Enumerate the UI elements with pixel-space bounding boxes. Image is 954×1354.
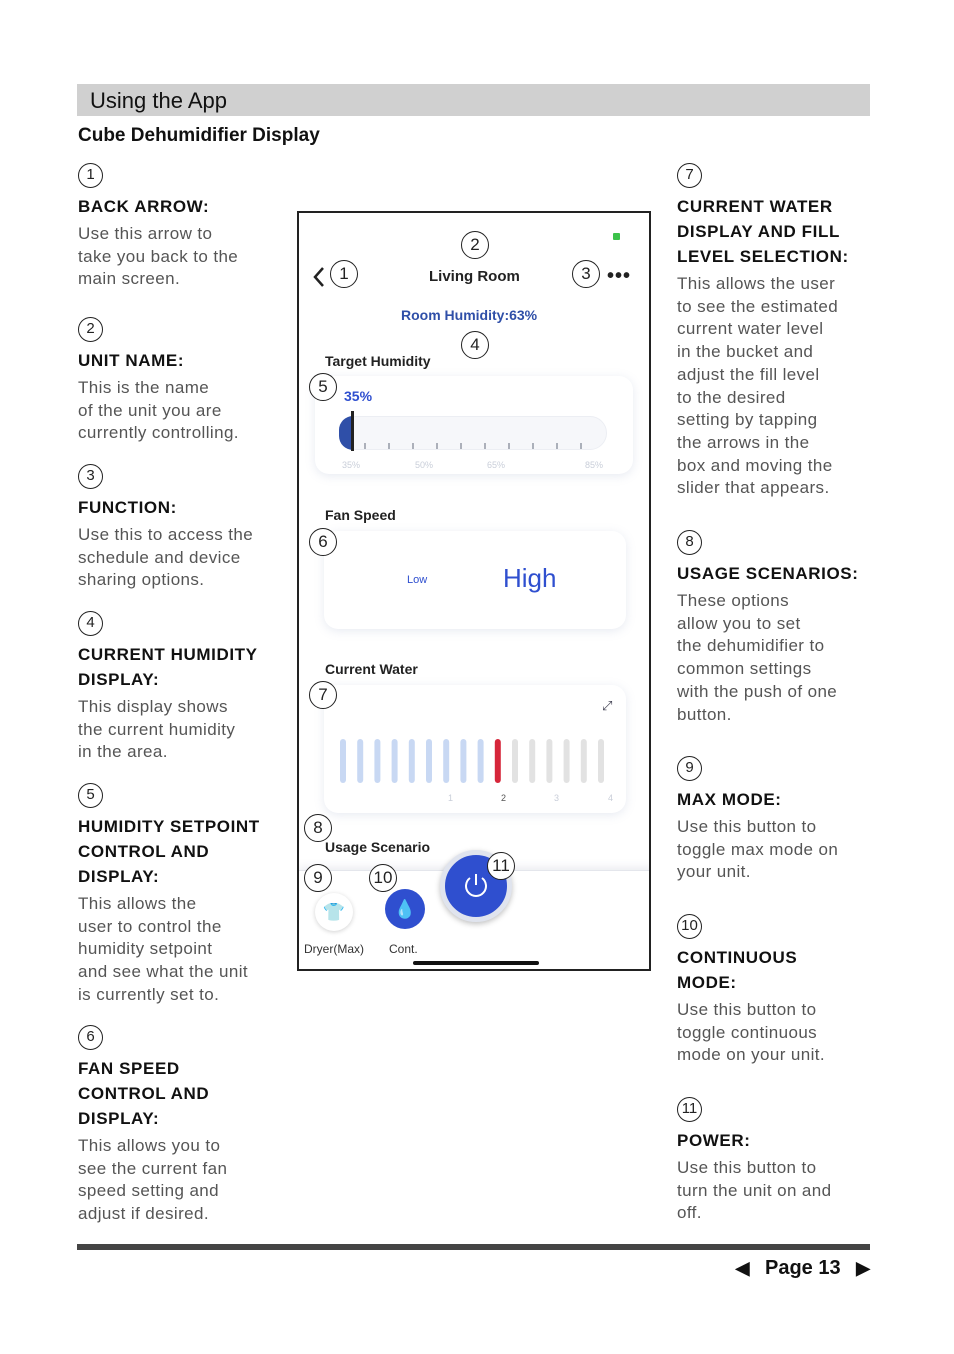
callout-3: 3 bbox=[572, 260, 600, 288]
water-level-bar[interactable] bbox=[426, 739, 432, 783]
legend-description-line: take you back to the bbox=[78, 246, 239, 266]
legend-description-line: adjust the fill level bbox=[677, 364, 820, 384]
callout-2: 2 bbox=[461, 231, 489, 259]
legend-number: 5 bbox=[78, 783, 103, 808]
callout-1: 1 bbox=[330, 260, 358, 288]
legend-description-line: the dehumidifier to bbox=[677, 636, 825, 656]
callout-9: 9 bbox=[304, 864, 332, 892]
water-drop-icon: 💧 bbox=[393, 899, 417, 919]
scale-label-85: 85% bbox=[585, 460, 604, 470]
room-humidity-display: Room Humidity:63% bbox=[401, 307, 538, 323]
page-navigation bbox=[736, 1257, 870, 1280]
unit-name: Living Room bbox=[429, 268, 520, 285]
more-options-icon[interactable]: ••• bbox=[607, 265, 632, 287]
legend-number: 3 bbox=[78, 464, 103, 489]
legend-title-line: FAN SPEED bbox=[78, 1059, 180, 1078]
legend-title-line: CURRENT HUMIDITY bbox=[78, 645, 258, 664]
legend-description-line: toggle continuous bbox=[677, 1022, 818, 1042]
legend-title-line: LEVEL SELECTION: bbox=[677, 247, 849, 266]
legend-title bbox=[78, 1056, 278, 1131]
battery-icon bbox=[613, 233, 620, 240]
legend-item-7 bbox=[677, 163, 877, 500]
callout-8: 8 bbox=[304, 814, 332, 842]
section-header-bar bbox=[77, 84, 870, 116]
legend-title-line: CURRENT WATER bbox=[677, 197, 833, 216]
legend-description-line: currently controlling. bbox=[78, 423, 239, 443]
scale-label-35: 35% bbox=[342, 460, 361, 470]
legend-description bbox=[78, 1135, 278, 1226]
legend-description-line: Use this button to bbox=[677, 1158, 817, 1177]
legend-description-line: your unit. bbox=[677, 862, 751, 882]
triangle-left-icon[interactable]: ◀ bbox=[735, 1258, 750, 1278]
legend-description-line: This allows the bbox=[78, 894, 197, 913]
legend-item-11 bbox=[677, 1097, 877, 1225]
water-level-bar[interactable] bbox=[374, 739, 380, 783]
water-level-bar[interactable] bbox=[512, 739, 518, 783]
legend-title-line: MAX MODE: bbox=[677, 790, 782, 809]
water-level-3: 3 bbox=[554, 793, 560, 803]
legend-description-line: common settings bbox=[677, 659, 812, 679]
callout-6: 6 bbox=[309, 528, 337, 556]
page-subtitle: Cube Dehumidifier Display bbox=[78, 125, 320, 146]
legend-title-line: DISPLAY: bbox=[78, 1109, 160, 1128]
legend-title bbox=[78, 495, 278, 520]
legend-description bbox=[677, 816, 877, 884]
legend-title-line: USAGE SCENARIOS: bbox=[677, 564, 859, 583]
legend-number: 2 bbox=[78, 317, 103, 342]
legend-description-line: the arrows in the bbox=[677, 432, 810, 452]
fan-speed-card bbox=[324, 531, 626, 629]
legend-description-line: humidity setpoint bbox=[78, 939, 213, 959]
water-level-bar[interactable] bbox=[546, 739, 552, 783]
water-level-4: 4 bbox=[608, 793, 614, 803]
legend-description-line: This is the name bbox=[78, 378, 210, 397]
water-level-bar[interactable] bbox=[581, 739, 587, 783]
legend-description bbox=[78, 893, 278, 1007]
legend-description-line: This display shows bbox=[78, 697, 228, 716]
usage-scenario-label: Usage Scenario bbox=[325, 839, 431, 855]
fan-high-option[interactable]: High bbox=[503, 563, 557, 593]
legend-description-line: main screen. bbox=[78, 269, 181, 289]
legend-item-3 bbox=[78, 464, 278, 592]
legend-description-line: These options bbox=[677, 591, 789, 610]
legend-description-line: This allows you to bbox=[78, 1136, 221, 1155]
water-level-bar[interactable] bbox=[460, 739, 466, 783]
legend-description-line: schedule and device bbox=[78, 547, 241, 567]
legend-title-line: BACK ARROW: bbox=[78, 197, 210, 216]
legend-title bbox=[677, 1128, 877, 1153]
legend-description-line: toggle max mode on bbox=[677, 839, 839, 859]
home-indicator bbox=[413, 961, 539, 965]
legend-item-5 bbox=[78, 783, 278, 1007]
legend-number: 10 bbox=[677, 914, 702, 939]
legend-title-line: CONTINUOUS bbox=[677, 948, 798, 967]
legend-description-line: of the unit you are bbox=[78, 400, 222, 420]
dryer-max-label: Dryer(Max) bbox=[304, 942, 364, 956]
water-level-bar-selected[interactable] bbox=[495, 739, 501, 783]
legend-item-10 bbox=[677, 914, 877, 1067]
callout-10: 10 bbox=[369, 864, 397, 892]
legend-number: 9 bbox=[677, 756, 702, 781]
legend-description-line: Use this to access the bbox=[78, 525, 254, 544]
legend-description bbox=[677, 999, 877, 1067]
legend-title-line: POWER: bbox=[677, 1131, 751, 1150]
legend-title bbox=[677, 561, 877, 586]
legend-title bbox=[677, 787, 877, 812]
legend-number: 11 bbox=[677, 1097, 702, 1122]
legend-description-line: turn the unit on and bbox=[677, 1180, 832, 1200]
legend-title bbox=[677, 945, 877, 995]
water-level-bar[interactable] bbox=[409, 739, 415, 783]
back-arrow-icon[interactable] bbox=[311, 265, 327, 289]
legend-description-line: mode on your unit. bbox=[677, 1045, 826, 1065]
legend-description bbox=[677, 1157, 877, 1225]
legend-description-line: is currently set to. bbox=[78, 984, 220, 1004]
fan-low-option[interactable]: Low bbox=[407, 574, 428, 586]
legend-description bbox=[78, 696, 278, 764]
legend-number: 4 bbox=[78, 611, 103, 636]
legend-description-line: This allows the user bbox=[677, 274, 836, 293]
current-water-label: Current Water bbox=[325, 661, 418, 677]
section-title: Using the App bbox=[90, 88, 227, 113]
water-level-bar[interactable] bbox=[529, 739, 535, 783]
triangle-right-icon[interactable]: ▶ bbox=[856, 1258, 870, 1278]
legend-description bbox=[78, 223, 278, 291]
legend-description-line: speed setting and bbox=[78, 1181, 220, 1201]
legend-title bbox=[78, 194, 278, 219]
legend-description-line: with the push of one bbox=[677, 681, 838, 701]
target-humidity-value: 35% bbox=[344, 388, 373, 404]
legend-description bbox=[677, 590, 877, 726]
expand-icon[interactable]: ⤢ bbox=[602, 698, 613, 713]
legend-description-line: setting by tapping bbox=[677, 410, 818, 430]
legend-number: 7 bbox=[677, 163, 702, 188]
water-level-bar[interactable] bbox=[357, 739, 363, 783]
continuous-mode-button[interactable] bbox=[385, 889, 425, 929]
legend-item-1 bbox=[78, 163, 278, 291]
continuous-mode-label: Cont. bbox=[389, 942, 418, 956]
callout-5: 5 bbox=[309, 373, 337, 401]
legend-title bbox=[78, 348, 278, 373]
legend-item-4 bbox=[78, 611, 278, 764]
legend-description-line: box and moving the bbox=[677, 455, 833, 475]
water-level-bar[interactable] bbox=[564, 739, 570, 783]
legend-item-6 bbox=[78, 1025, 278, 1226]
legend-description-line: in the bucket and bbox=[677, 342, 814, 362]
shirt-icon: 👕 bbox=[322, 902, 346, 922]
slider-ticks bbox=[359, 439, 609, 453]
legend-description-line: Use this button to bbox=[677, 1000, 817, 1019]
legend-title-line: CONTROL AND bbox=[78, 1084, 210, 1103]
legend-description-line: sharing options. bbox=[78, 570, 205, 590]
legend-description-line: Use this button to bbox=[677, 817, 817, 836]
water-level-2: 2 bbox=[501, 793, 507, 803]
water-level-bar[interactable] bbox=[392, 739, 398, 783]
legend-title-line: DISPLAY AND FILL bbox=[677, 222, 840, 241]
water-level-bar[interactable] bbox=[443, 739, 449, 783]
legend-description-line: slider that appears. bbox=[677, 478, 830, 498]
legend-title-line: DISPLAY: bbox=[78, 867, 160, 886]
legend-title-line: MODE: bbox=[677, 973, 737, 992]
legend-description-line: off. bbox=[677, 1203, 702, 1223]
fan-speed-label: Fan Speed bbox=[325, 507, 396, 523]
legend-title bbox=[677, 194, 877, 269]
page-number: Page 13 bbox=[764, 1257, 841, 1279]
legend-title-line: CONTROL AND bbox=[78, 842, 210, 861]
legend-description-line: Use this arrow to bbox=[78, 224, 213, 243]
legend-description-line: the current humidity bbox=[78, 719, 236, 739]
callout-11: 11 bbox=[487, 852, 515, 880]
callout-4: 4 bbox=[461, 331, 489, 359]
legend-description-line: current water level bbox=[677, 319, 824, 339]
legend-number: 8 bbox=[677, 530, 702, 555]
target-humidity-label: Target Humidity bbox=[325, 353, 431, 369]
water-level-1: 1 bbox=[448, 793, 454, 803]
legend-description bbox=[78, 377, 278, 445]
water-level-bar[interactable] bbox=[598, 739, 604, 783]
legend-description-line: button. bbox=[677, 704, 732, 724]
callout-7: 7 bbox=[309, 681, 337, 709]
legend-title-line: UNIT NAME: bbox=[78, 351, 185, 370]
legend-title bbox=[78, 814, 278, 889]
legend-description-line: allow you to set bbox=[677, 613, 801, 633]
scale-label-50: 50% bbox=[415, 460, 434, 470]
legend-description-line: to see the estimated bbox=[677, 296, 839, 316]
app-screenshot bbox=[297, 211, 651, 971]
legend-title bbox=[78, 642, 278, 692]
humidity-slider-handle[interactable] bbox=[351, 411, 354, 451]
water-level-bars[interactable] bbox=[337, 737, 617, 785]
legend-description-line: adjust if desired. bbox=[78, 1204, 209, 1224]
legend-description-line: and see what the unit bbox=[78, 962, 249, 982]
legend-item-9 bbox=[677, 756, 877, 884]
legend-description-line: to the desired bbox=[677, 387, 786, 407]
legend-title-line: HUMIDITY SETPOINT bbox=[78, 817, 260, 836]
legend-number: 6 bbox=[78, 1025, 103, 1050]
legend-title-line: FUNCTION: bbox=[78, 498, 177, 517]
legend-item-2 bbox=[78, 317, 278, 445]
legend-description bbox=[78, 524, 278, 592]
water-level-bar[interactable] bbox=[340, 739, 346, 783]
water-level-bar[interactable] bbox=[478, 739, 484, 783]
legend-description-line: in the area. bbox=[78, 742, 168, 762]
footer-rule bbox=[77, 1244, 870, 1250]
dryer-max-button[interactable] bbox=[315, 893, 353, 931]
legend-description bbox=[677, 273, 877, 500]
legend-description-line: see the current fan bbox=[78, 1158, 228, 1178]
legend-number: 1 bbox=[78, 163, 103, 188]
legend-description-line: user to control the bbox=[78, 916, 222, 936]
legend-title-line: DISPLAY: bbox=[78, 670, 160, 689]
scale-label-65: 65% bbox=[487, 460, 506, 470]
legend-item-8 bbox=[677, 530, 877, 726]
